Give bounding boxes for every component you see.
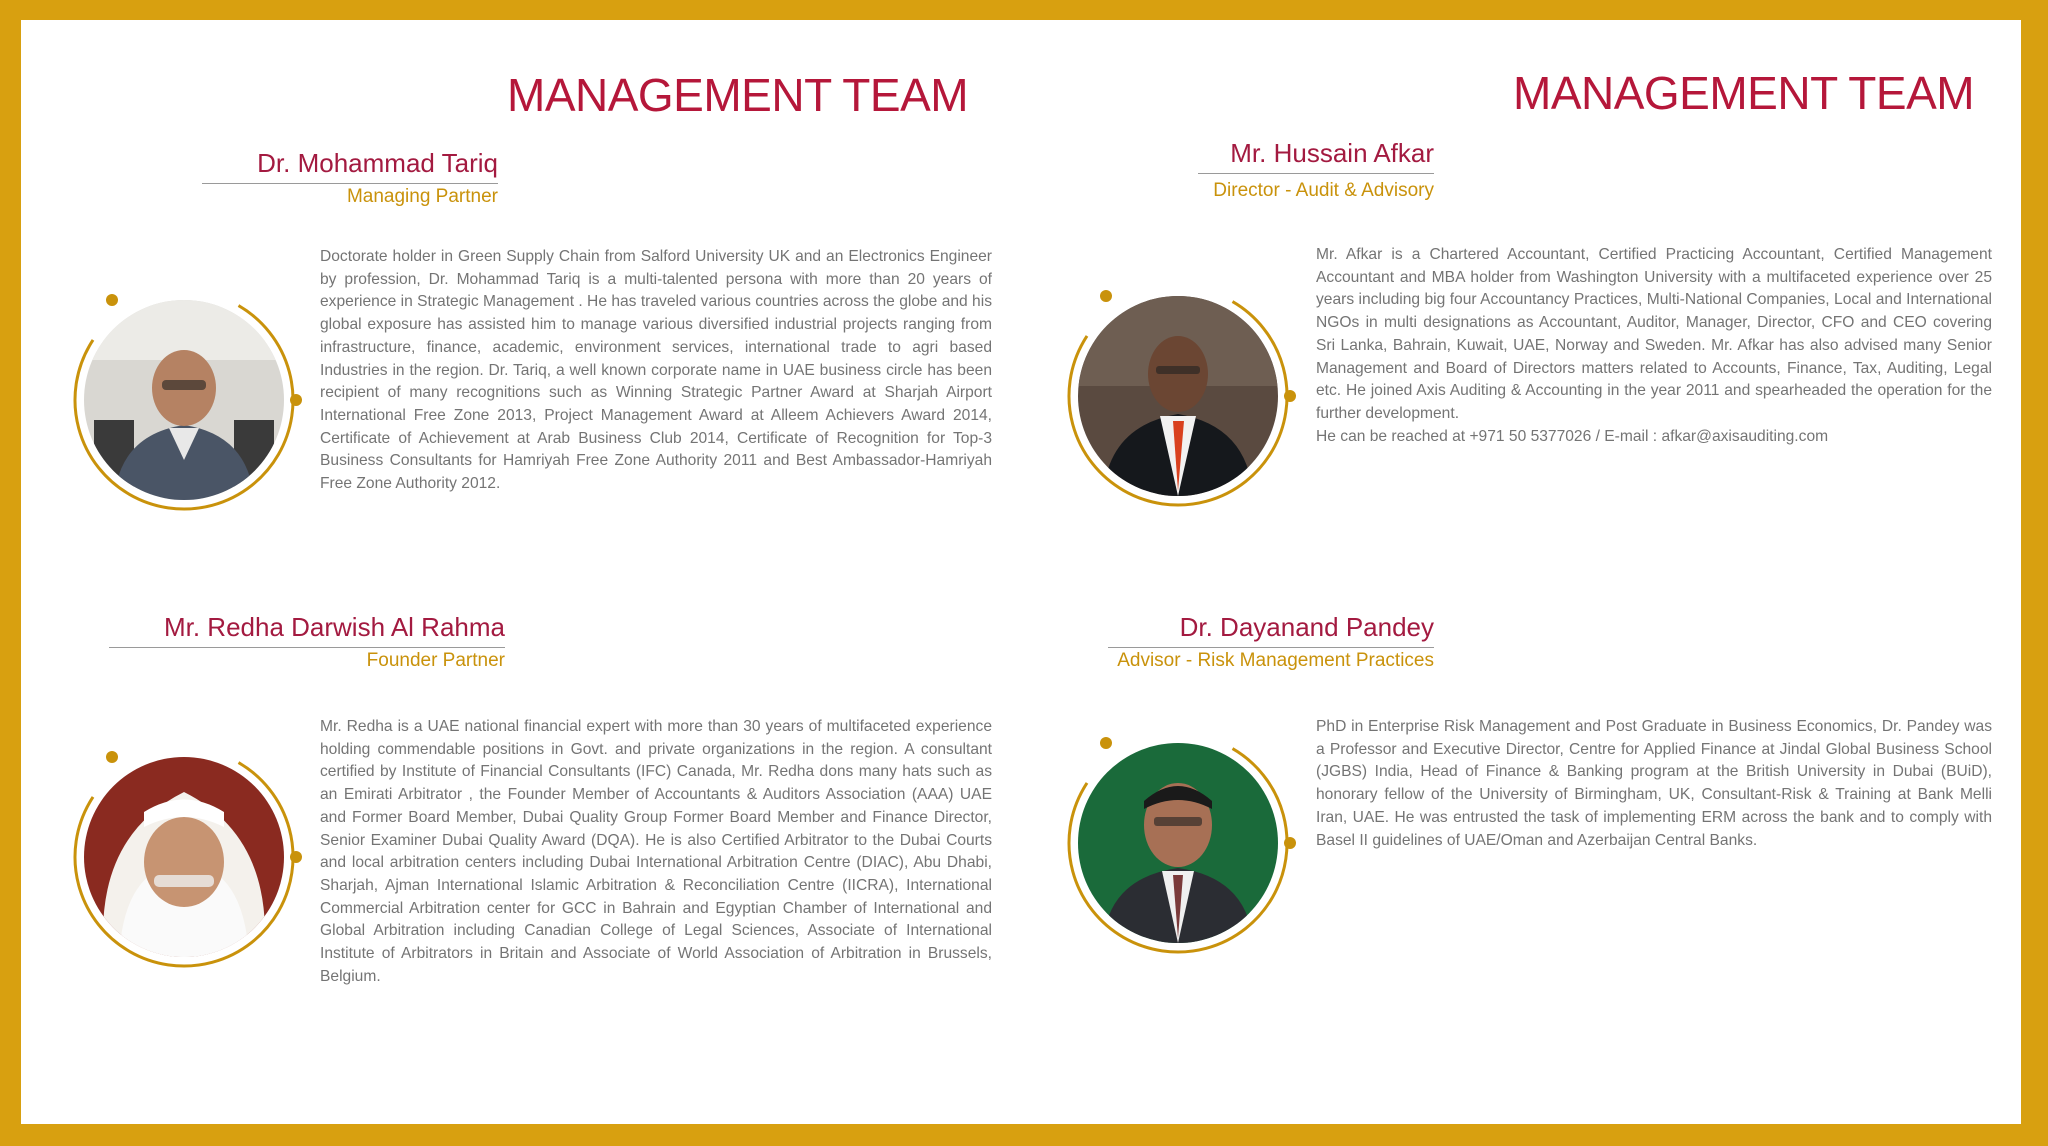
brochure-spread [21,20,2021,1124]
member-bio-redha: Mr. Redha is a UAE national financial expert with more than 30 years of multifaceted experience holding commendable positions in Govt. and private organizations in the region. A consultant certified by Institute of Financial Consultants (IFC) Canada, Mr. Redha dons many hats such as an Emirati Arbitrator , the Founder Member of Accountants & Auditors Association (AAA) UAE and Former Board Member, Dubai Quality Group Former Board Member and Finance Director, Senior Examiner Dubai Quality Award (DQA). He is also Certified Arbitrator to the Dubai Courts and local arbitration centers including Dubai International Arbitration Centre (DIAC), Abu Dhabi, Sharjah, Ajman International Islamic Arbitration & Reconciliation Centre (IICRA), International Commercial Arbitration center for GCC in Bahrain and Egyptian Chamber of International and Global Arbitration including Canadian College of Legal Sciences, Associate of International Institute of Arbitrators in Britain and Associate of World Association of Arbitration in Brussels, Belgium. [320,718,992,985]
member-bio-block-afkar [1316,244,1992,448]
member-bio-afkar: Mr. Afkar is a Chartered Accountant, Certified Practicing Accountant, Certified Management Accountant and MBA holder from Washington University with a multifaceted experience over 25 years including big four Accountancy Practices, Multi-National Companies, Local and International NGOs in multi designations as Accountant, Auditor, Manager, Director, CFO and CEO covering Sri Lanka, Bahrain, Kuwait, UAE, Norway and Sweden. Mr. Afkar has also advised many Senior Management and Board of Directors matters related to Accounts, Finance, Tax, Auditing, Legal etc. He joined Axis Auditing & Accounting in the year 2011 and spearheaded the operation for the further development. [1316,246,1992,422]
portrait-tariq [64,280,304,520]
member-bio-pandey: PhD in Enterprise Risk Management and Post Graduate in Business Economics, Dr. Pandey was a Professor and Executive Director, Centre for Applied Finance at Jindal Global Business School (JGBS) India, Head of Finance & Banking program at the British University in Dubai (BUiD), honorary fellow of the University of Birmingham, UK, Consultant-Risk & Training at Bank Melli Iran, UAE. He was entrusted the task of implementing ERM across the bank and to comply with Basel II guidelines of UAE/Oman and Azerbaijan Central Banks. [1316,718,1992,849]
member-contact-afkar: He can be reached at +971 50 5377026 / E-mail : afkar@axisauditing.com [1316,427,1829,445]
member-name-redha: Mr. Redha Darwish Al Rahma [109,612,505,648]
member-role-tariq: Managing Partner [346,186,498,207]
photo-afkar [1078,296,1278,496]
member-role-afkar: Director - Audit & Advisory [1213,180,1434,201]
photo-redha [84,757,284,957]
left-page-heading: MANAGEMENT TEAM [507,69,969,121]
portrait-afkar [1058,276,1298,516]
member-role-pandey: Advisor - Risk Management Practices [1117,650,1434,671]
member-name-tariq: Dr. Mohammad Tariq [202,148,498,184]
photo-tariq [84,300,284,500]
member-name-pandey: Dr. Dayanand Pandey [1108,612,1434,648]
photo-pandey [1078,743,1278,943]
right-page-heading: MANAGEMENT TEAM [1513,67,1975,119]
member-bio-tariq: Doctorate holder in Green Supply Chain from Salford University UK and an Electronics Engineer by profession, Dr. Mohammad Tariq is a multi-talented persona with more than 20 years of experience in Strategic Management . He has traveled various countries across the globe and his global exposure has assisted him to manage various diversified industrial projects ranging from infrastructure, finance, academic, environment services, international trade to agri based Industries in the region. Dr. Tariq, a well known corporate name in UAE business circle has been recipient of many recognitions such as Winning Strategic Partner Award at Sharjah Airport International Free Zone 2013, Project Management Award at Alleem Achievers Award 2014, Certificate of Achievement at Arab Business Club 2014, Certificate of Recognition for Top-3 Business Consultants for Hamriyah Free Zone Authority 2011 and Best Ambassador-Hamriyah Free Zone Authority 2012. [320,248,992,493]
member-name-afkar: Mr. Hussain Afkar [1198,138,1434,174]
portrait-redha [64,737,304,977]
member-role-redha: Founder Partner [366,650,505,671]
portrait-pandey [1058,723,1298,963]
